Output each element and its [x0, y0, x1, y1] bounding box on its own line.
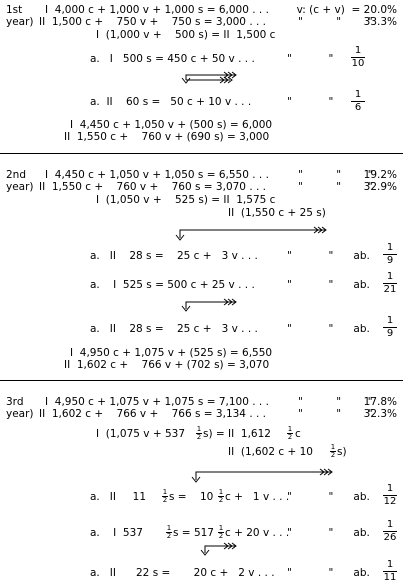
year1-sum2: II 1,550 c + 760 v + (690 s) = 3,000	[64, 131, 270, 143]
year1-line2-ditto: " " "	[298, 16, 373, 28]
year1-line2: II 1,500 c + 750 v + 750 s = 3,000 . . .	[39, 16, 267, 28]
year1-label-a: 1st	[6, 4, 23, 16]
year3-line4-half: 1 2	[330, 443, 336, 459]
year3-arrow-1	[192, 469, 332, 482]
year2-line3: I (1,050 v + 525 s) = II 1,575 c	[96, 194, 276, 206]
year2-exchange-a3-fraction: 1 9	[383, 316, 397, 339]
year2-exchange-a1-fraction: 1 9	[383, 243, 397, 266]
year3-exchange-a2-half-1: 1 2	[166, 524, 172, 540]
year1-label-b: year)	[6, 16, 34, 28]
year1-arrow-2	[186, 77, 232, 83]
year3-exchange-a2-ditto: " " ab.	[287, 527, 370, 539]
year2-exchange-a3: a. II 28 s = 25 c + 3 v . . .	[90, 323, 258, 335]
year2-exchange-a2: a. I 525 s = 500 c + 25 v . . .	[90, 279, 255, 291]
year3-exchange-a1-half-1: 1 2	[162, 488, 168, 504]
year2-line4: II (1,550 c + 25 s)	[228, 207, 326, 219]
year3-arrow-2	[201, 543, 236, 555]
year2-sum1: I 4,950 c + 1,075 v + (525 s) = 6,550	[70, 347, 273, 359]
year2-line2-ditto: " " "	[298, 181, 373, 193]
year3-exchange-a2-fraction: 1 26	[383, 519, 397, 543]
year3-exchange-a3-ditto: " " ab.	[287, 567, 370, 579]
year3-exchange-a2-part3: c + 20 v . . .	[225, 527, 290, 539]
year2-line2-rate: 32.9%	[363, 181, 397, 193]
year2-exchange-a2-ditto: " " ab.	[287, 279, 370, 291]
year1-exchange-a1-fraction: 1 10	[351, 45, 365, 69]
year1-line2-rate: 33.3%	[363, 16, 397, 28]
year3-exchange-a2-half-2: 1 2	[218, 524, 224, 540]
year3-line3-half-1: 1 2	[196, 425, 202, 441]
year1-line3: I (1,000 v + 500 s) = II 1,500 c	[96, 29, 276, 41]
year3-line2: II 1,602 c + 766 v + 766 s = 3,134 . . .	[39, 408, 267, 420]
year1-sum1: I 4,450 c + 1,050 v + (500 s) = 6,000	[70, 119, 273, 131]
year3-exchange-a1-fraction: 1 12	[383, 483, 397, 507]
year2-line1-ditto: " " "	[298, 169, 373, 181]
year1-exchange-a2-fraction: 1 6	[351, 90, 365, 113]
year1-exchange-a1: a. I 500 s = 450 c + 50 v . . .	[90, 53, 255, 65]
year3-exchange-a2-part1: a. I 537	[90, 527, 143, 539]
year3-line2-ditto: " " "	[298, 408, 373, 420]
year2-line2: II 1,550 c + 760 v + 760 s = 3,070 . . .	[39, 181, 267, 193]
year1-exchange-a2: a. II 60 s = 50 c + 10 v . . .	[90, 96, 252, 108]
year3-exchange-a3-fraction: 1 11	[383, 559, 397, 583]
year2-label-a: 2nd	[6, 169, 27, 181]
year3-exchange-a3: a. II 22 s = 20 c + 2 v . . .	[90, 567, 275, 579]
year2-exchange-a2-fraction: 1 21	[383, 271, 397, 295]
year2-arrow-2	[182, 299, 236, 311]
year3-exchange-a1-part1: a. II 11	[90, 491, 147, 503]
year3-line4-part1: II (1,602 c + 10	[228, 446, 313, 458]
year1-exchange-a1-ditto: " "	[287, 53, 334, 65]
year2-line1-rate: 19.2%	[363, 169, 397, 181]
year1-exchange-a2-ditto: " "	[287, 96, 334, 108]
year2-exchange-a1: a. II 28 s = 25 c + 3 v . . .	[90, 250, 258, 262]
year2-line1: I 4,450 c + 1,050 v + 1,050 s = 6,550 . . .	[45, 169, 269, 181]
year2-sum2: II 1,602 c + 766 v + (702 s) = 3,070	[64, 359, 270, 371]
year3-line1-ditto: " " "	[298, 396, 373, 408]
year3-label-b: year)	[6, 408, 34, 420]
year3-line2-rate: 32.3%	[363, 408, 397, 420]
year3-exchange-a1-half-2: 1 2	[218, 488, 224, 504]
year3-label-a: 3rd	[6, 396, 24, 408]
year2-exchange-a3-ditto: " " ab.	[287, 323, 370, 335]
year2-exchange-a1-ditto: " " ab.	[287, 250, 370, 262]
year3-exchange-a1-ditto: " " ab.	[287, 491, 370, 503]
year3-line4-part2: s)	[337, 446, 347, 458]
year3-line1-rate: 17.8%	[363, 396, 397, 408]
year2-label-b: year)	[6, 181, 34, 193]
year1-line1-rate: v: (c + v) = 20.0%	[296, 4, 397, 16]
year3-line3-part2: s) = II 1,612	[203, 428, 271, 440]
year3-line3-part1: I (1,075 v + 537	[96, 428, 185, 440]
year3-exchange-a1-part2: s = 10	[169, 491, 214, 503]
year3-exchange-a2-part2: s = 517	[173, 527, 214, 539]
year2-arrow-1	[176, 227, 326, 240]
year3-line1: I 4,950 c + 1,075 v + 1,075 s = 7,100 . . .	[45, 396, 269, 408]
year1-line1: I 4,000 c + 1,000 v + 1,000 s = 6,000 . . .	[45, 4, 269, 16]
year3-line3-half-2: 1 2	[287, 425, 293, 441]
year3-exchange-a1-part3: c + 1 v . . .	[225, 491, 290, 503]
year3-line3-part3: c	[295, 428, 301, 440]
